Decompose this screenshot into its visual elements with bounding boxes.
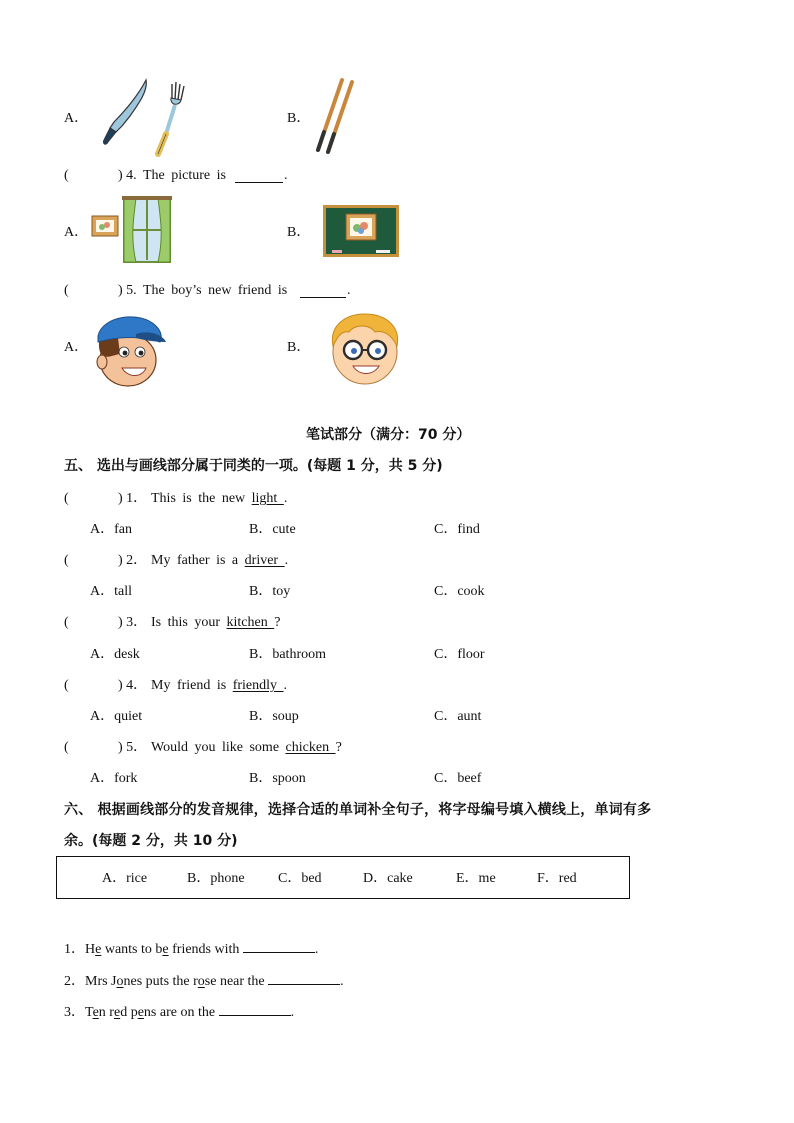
word-bank-item: C．bed — [278, 871, 322, 886]
q3-option-b-label: B． — [287, 111, 311, 126]
s5-q1-underlined-word: light — [251, 491, 284, 506]
q5-period: . — [347, 283, 351, 298]
boy-with-glasses-image — [325, 310, 405, 386]
s5-q1-paren: ( — [64, 491, 69, 506]
s5-q5-underlined-word: chicken — [285, 740, 336, 755]
picture-on-blackboard-image — [322, 204, 400, 258]
written-part-title: 笔试部分（满分：70 分） — [306, 427, 471, 443]
q5-text: The boy’s new friend is — [143, 283, 288, 298]
s5-q4-underlined-word: friendly — [232, 678, 284, 693]
q4-answer-blank[interactable] — [235, 168, 283, 183]
q4-option-b-label: B． — [287, 225, 311, 240]
word-bank-item: B．phone — [187, 871, 245, 886]
q3-option-a-label: A． — [64, 111, 89, 126]
s6-q2-answer-blank[interactable] — [268, 970, 340, 985]
s5-q4-number: ) 4． — [118, 678, 148, 693]
s5-q2-option-c[interactable]: C．cook — [434, 584, 485, 599]
s5-q4-option-a[interactable]: A．quiet — [90, 709, 143, 724]
q4-paren-open: ( — [64, 168, 69, 183]
s5-q3-underlined-word: kitchen — [226, 615, 275, 630]
s5-q2-text: My father is a driver . — [151, 553, 289, 568]
s5-q1-option-c[interactable]: C．find — [434, 522, 480, 537]
boy-with-cap-image — [90, 308, 168, 388]
q4-option-a-label: A． — [64, 225, 89, 240]
s5-q2-option-b[interactable]: B．toy — [249, 584, 291, 599]
s5-q4-option-c[interactable]: C．aunt — [434, 709, 482, 724]
s5-q5-option-a[interactable]: A．fork — [90, 771, 138, 786]
s5-q3-number: ) 3． — [118, 615, 148, 630]
s5-q2-underlined-word: driver — [244, 553, 285, 568]
q5-option-b-label: B． — [287, 340, 311, 355]
s5-q3-option-a[interactable]: A．desk — [90, 647, 140, 662]
s5-q3-text: Is this your kitchen ? — [151, 615, 281, 630]
s6-sentence-3: 3．Ten red pens are on the . — [64, 1001, 294, 1022]
s6-sentence-1: 1．He wants to be friends with . — [64, 938, 318, 959]
s5-q2-paren: ( — [64, 553, 69, 568]
section-5-title: 五、 选出与画线部分属于同类的一项。(每题 1 分，共 5 分) — [64, 458, 443, 474]
s5-q3-paren: ( — [64, 615, 69, 630]
s5-q3-option-b[interactable]: B．bathroom — [249, 647, 326, 662]
s5-q1-option-b[interactable]: B．cute — [249, 522, 296, 537]
word-bank-item: F．red — [537, 871, 577, 886]
word-bank-box — [56, 856, 630, 899]
q4-number: ) 4. — [118, 168, 137, 183]
word-bank-item: D．cake — [363, 871, 413, 886]
s5-q5-paren: ( — [64, 740, 69, 755]
q4-text: The picture is — [143, 168, 226, 183]
s5-q5-number: ) 5． — [118, 740, 148, 755]
q5-paren-open: ( — [64, 283, 69, 298]
s5-q4-paren: ( — [64, 678, 69, 693]
s6-q3-answer-blank[interactable] — [219, 1001, 291, 1016]
s5-q5-option-c[interactable]: C．beef — [434, 771, 482, 786]
section-6-title-line1: 六、 根据画线部分的发音规律，选择合适的单词补全句子，将字母编号填入横线上，单词有多 — [64, 802, 652, 818]
section-6-title-line2: 余。(每题 2 分，共 10 分) — [64, 833, 238, 849]
q5-answer-blank[interactable] — [300, 283, 346, 298]
s5-q5-option-b[interactable]: B．spoon — [249, 771, 306, 786]
q5-number: ) 5. — [118, 283, 137, 298]
s5-q2-number: ) 2． — [118, 553, 148, 568]
s6-sentence-2: 2．Mrs Jones puts the rose near the . — [64, 970, 344, 991]
s5-q1-option-a[interactable]: A．fan — [90, 522, 132, 537]
word-bank-item: A．rice — [102, 871, 148, 886]
q4-period: . — [284, 168, 288, 183]
s5-q4-option-b[interactable]: B．soup — [249, 709, 299, 724]
s5-q4-text: My friend is friendly . — [151, 678, 288, 693]
word-bank-item: E．me — [456, 871, 496, 886]
picture-near-window-image — [90, 196, 172, 266]
s5-q3-option-c[interactable]: C．floor — [434, 647, 485, 662]
chopsticks-image — [312, 78, 362, 158]
s5-q1-number: ) 1． — [118, 491, 148, 506]
q5-option-a-label: A． — [64, 340, 89, 355]
s5-q2-option-a[interactable]: A．tall — [90, 584, 132, 599]
knife-and-fork-image — [100, 78, 190, 158]
s5-q5-text: Would you like some chicken ? — [151, 740, 342, 755]
s6-q1-answer-blank[interactable] — [243, 938, 315, 953]
s5-q1-text: This is the new light . — [151, 491, 288, 506]
